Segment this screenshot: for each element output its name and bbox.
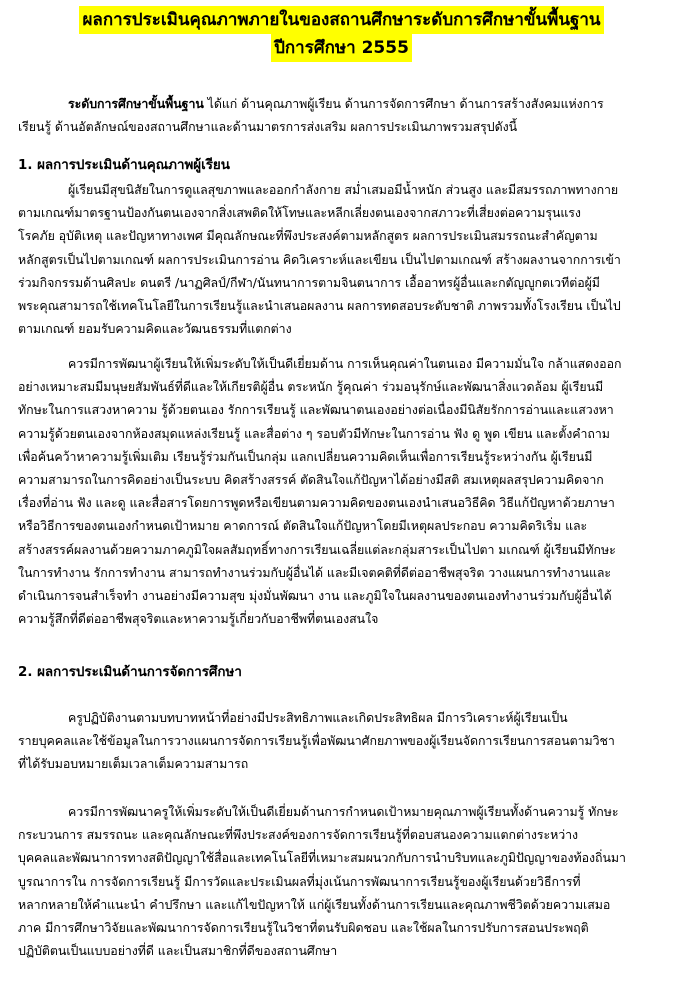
paragraph-line: ควรมีการพัฒนาผู้เรียนให้เพิ่มระดับให้เป็นดีเยี่ยมด้าน การเห็นคุณค่าในตนเอง มีความมั่นใจ กล้าแสดงออก xyxy=(68,356,622,371)
paragraph-line: เรื่องที่อ่าน ฟัง และดู และสื่อสารโดยการพูดหรือเขียนตามความคิดของตนเองนำเสนอวิธีคิด วิธีแก้ปัญหาด้วยภาษา xyxy=(18,495,615,511)
paragraph-line: ดำเนินการจนสำเร็จทำ งานอย่างมีความสุข มุ่งมั่นพัฒนา งาน และภูมิใจในผลงานของตนเองทำงานร่วมกับผู้อื่นได้ xyxy=(18,588,612,604)
paragraph-line: ความสามารถในการคิดอย่างเป็นระบบ คิดสร้างสรรค์ ตัดสินใจแก้ปัญหาได้อย่างมีสติ สมเหตุผลสรุปความคิดจาก xyxy=(18,472,604,488)
paragraph-line: ตามเกณฑ์ ยอมรับความคิดและวัฒนธรรมที่แตกต่าง xyxy=(18,321,292,337)
paragraph-line: กระบวนการ สมรรถนะ และคุณลักษณะที่พึงประสงค์ของการจัดการเรียนรู้ที่ตอบสนองความแตกต่างระหว่าง xyxy=(18,827,579,843)
section-1-heading: 1. ผลการประเมินด้านคุณภาพผู้เรียน xyxy=(18,158,230,173)
intro-line-2: เรียนรู้ ด้านอัตลักษณ์ของสถานศึกษาและด้านมาตรการส่งเสริม ผลการประเมินภาพรวมสรุปดังนี้ xyxy=(18,119,517,135)
paragraph-line: อย่างเหมาะสมมีมนุษยสัมพันธ์ที่ดีและให้เกียรติผู้อื่น ตระหนัก รู้คุณค่า ร่วมอนุรักษ์และพัฒนาสิ่งแวดล้อม ผู้เรียนมี xyxy=(18,379,604,395)
paragraph-line: ควรมีการพัฒนาครูให้เพิ่มระดับให้เป็นดีเยี่ยมด้านการกำหนดเป้าหมายคุณภาพผู้เรียนทั้งด้านความรู้ ทักษะ xyxy=(68,804,619,819)
section-2-paragraph-2 xyxy=(18,800,668,962)
paragraph-line: ปฏิบัติตนเป็นแบบอย่างที่ดี และเป็นสมาชิกที่ดีของสถานศึกษา xyxy=(18,943,338,959)
paragraph-line: บูรณาการใน การจัดการเรียนรู้ มีการวัดและประเมินผลที่มุ่งเน้นการพัฒนาการเรียนรู้ของผู้เรียนด้วยวิธีการที่ xyxy=(18,873,581,889)
paragraph-line: ตามเกณฑ์มาตรฐานป้องกันตนเองจากสิ่งเสพติดให้โทษและหลีกเลี่ยงตนเองจากสภาวะที่เสี่ยงต่อความรุนแรง xyxy=(18,205,581,221)
paragraph-line: หลักสูตรเป็นไปตามเกณฑ์ ผลการประเมินการอ่าน คิดวิเคราะห์และเขียน เป็นไปตามเกณฑ์ สร้างผลงานจากการเข้า xyxy=(18,251,621,267)
paragraph-line: ภาค มีการศึกษาวิจัยและพัฒนาการจัดการเรียนรู้ในวิชาที่ตนรับผิดชอบ และใช้ผลในการปรับการสอนประพฤติ xyxy=(18,920,589,936)
title-line-1: ผลการประเมินคุณภาพภายในของสถานศึกษาระดับการศึกษาขั้นพื้นฐาน xyxy=(79,6,603,34)
intro-line-1: ได้แก่ ด้านคุณภาพผู้เรียน ด้านการจัดการศึกษา ด้านการสร้างสังคมแห่งการ xyxy=(203,96,604,111)
paragraph-line: ที่ได้รับมอบหมายเต็มเวลาเต็มความสามารถ xyxy=(18,756,249,772)
intro-paragraph xyxy=(18,92,668,138)
paragraph-line: รายบุคคลและใช้ข้อมูลในการวางแผนการจัดการเรียนรู้เพื่อพัฒนาศักยภาพของผู้เรียนจัดการเรียนการสอนตามวิชา xyxy=(18,733,615,749)
paragraph-line: ผู้เรียนมีสุขนิสัยในการดูแลสุขภาพและออกกำลังกาย สม่ำเสมอมีน้ำหนัก ส่วนสูง และมีสมรรถภาพทางกาย xyxy=(68,182,619,197)
paragraph-line: บุคคลและพัฒนาการทางสติปัญญาใช้สื่อและเทคโนโลยีที่เหมาะสมผนวกกับการนำบริบทและภูมิปัญญาของท้องถิ่นมา xyxy=(18,850,626,866)
section-1-paragraph-2 xyxy=(18,352,668,630)
title-line-2: ปีการศึกษา 2555 xyxy=(271,34,412,62)
paragraph-line: เพื่อค้นคว้าหาความรู้เพิ่มเติม เรียนรู้ร่วมกันเป็นกลุ่ม แลกเปลี่ยนความคิดเห็นเพื่อการเรียนรู้ระหว่างกัน ผู้เรียนมี xyxy=(18,448,593,464)
intro-lead: ระดับการศึกษาขั้นพื้นฐาน xyxy=(68,96,204,111)
paragraph-line: พระคุณสามารถใช้เทคโนโลยีในการเรียนรู้และนำเสนอผลงาน ผลการทดสอบระดับชาติ ภาพรวมทั้งโรงเรียน เป็นไป xyxy=(18,298,621,314)
paragraph-line: ความรู้ด้วยตนเองจากห้องสมุดแหล่งเรียนรู้ และสื่อต่าง ๆ รอบตัวมีทักษะในการอ่าน ฟัง ดู พูด เขียน และตั้งคำถาม xyxy=(18,425,610,441)
paragraph-line: ร่วมกิจกรรมด้านศิลปะ ดนตรี /นาฏศิลป์/กีฬา/นันทนาการตามจินตนาการ เอื้ออาทรผู้อื่นและกตัญญูกตเวทีต่อผู้มี xyxy=(18,274,600,290)
paragraph-line: หลากหลายให้คำแนะนำ คำปรึกษา และแก้ไขปัญหาให้ แก่ผู้เรียนทั้งด้านการเรียนและคุณภาพชีวิตด้วยความเสมอ xyxy=(18,896,611,912)
paragraph-line: หรือวิธีการของตนเองกำหนดเป้าหมาย คาดการณ์ ตัดสินใจแก้ปัญหาโดยมีเหตุผลประกอบ ความคิดริเริ่ม และ xyxy=(18,518,588,534)
section-2-paragraph-1 xyxy=(18,706,668,776)
paragraph-line: ความรู้สึกที่ดีต่ออาชีพสุจริตและหาความรู้เกี่ยวกับอาชีพที่ตนเองสนใจ xyxy=(18,611,379,627)
paragraph-line: สร้างสรรค์ผลงานด้วยความภาคภูมิใจผลสัมฤทธิ์ทางการเรียนเฉลี่ยแต่ละกลุ่มสาระเป็นไปตา มเกณฑ์ ผู้เรียนมีทักษะ xyxy=(18,541,616,557)
paragraph-line: ทักษะในการแสวงหาความ รู้ด้วยตนเอง รักการเรียนรู้ และพัฒนาตนเองอย่างต่อเนื่องมีนิสัยรักการอ่านและแสวงหา xyxy=(18,402,614,418)
section-2-heading: 2. ผลการประเมินด้านการจัดการศึกษา xyxy=(18,665,242,680)
paragraph-line: ครูปฏิบัติงานตามบทบาทหน้าที่อย่างมีประสิทธิภาพและเกิดประสิทธิผล มีการวิเคราะห์ผู้เรียนเป็น xyxy=(68,710,568,725)
paragraph-line: โรคภัย อุบัติเหตุ และปัญหาทางเพศ มีคุณลักษณะที่พึงประสงค์ตามหลักสูตร ผลการประเมินสมรรถนะสำคัญตาม xyxy=(18,228,598,244)
document-title xyxy=(0,6,683,62)
section-1-paragraph-1 xyxy=(18,178,668,340)
paragraph-line: ในการทำงาน รักการทำงาน สามารถทำงานร่วมกับผู้อื่นได้ และมีเจตคติที่ดีต่ออาชีพสุจริต วางแผนการทำงานและ xyxy=(18,564,612,580)
